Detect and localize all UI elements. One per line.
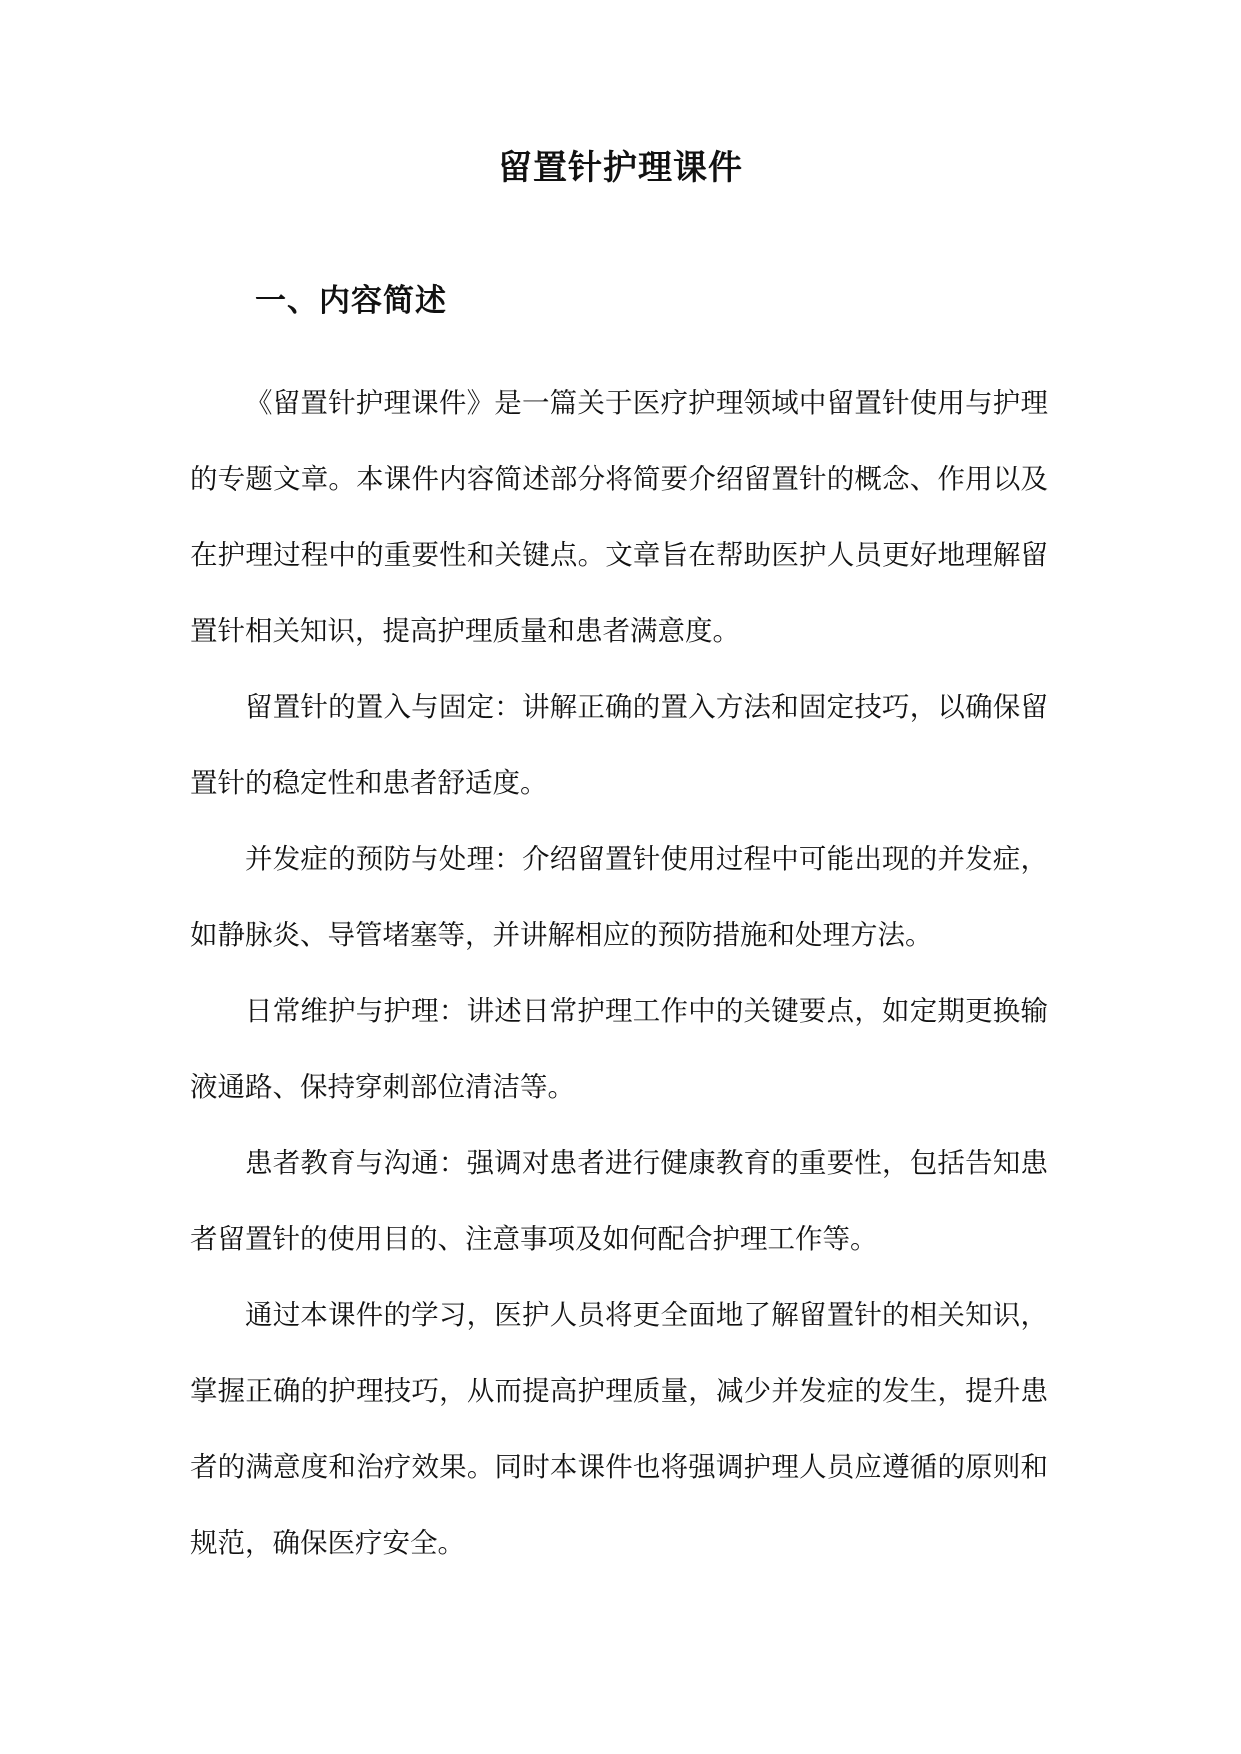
body-text	[190, 365, 1048, 1581]
section-heading: 一、内容简述	[255, 283, 447, 319]
paragraph-complications: 并发症的预防与处理：介绍留置针使用过程中可能出现的并发症，如静脉炎、导管堵塞等，并讲解相应的预防措施和处理方法。	[190, 843, 1048, 951]
paragraph-intro: 《留置针护理课件》是一篇关于医疗护理领域中留置针使用与护理的专题文章。本课件内容简述部分将简要介绍留置针的概念、作用以及在护理过程中的重要性和关键点。文章旨在帮助医护人员更好地理解留置针相关知识，提高护理质量和患者满意度。	[190, 387, 1048, 647]
paragraph-patient-education: 患者教育与沟通：强调对患者进行健康教育的重要性，包括告知患者留置针的使用目的、注意事项及如何配合护理工作等。	[190, 1147, 1048, 1255]
paragraph-daily-maintenance: 日常维护与护理：讲述日常护理工作中的关键要点，如定期更换输液通路、保持穿刺部位清洁等。	[190, 995, 1048, 1103]
paragraph-conclusion: 通过本课件的学习，医护人员将更全面地了解留置针的相关知识，掌握正确的护理技巧，从而提高护理质量，减少并发症的发生，提升患者的满意度和治疗效果。同时本课件也将强调护理人员应遵循的原则和规范，确保医疗安全。	[190, 1299, 1048, 1559]
document-title: 留置针护理课件	[498, 148, 743, 188]
paragraph-insertion-fixation: 留置针的置入与固定：讲解正确的置入方法和固定技巧，以确保留置针的稳定性和患者舒适度。	[190, 691, 1048, 799]
